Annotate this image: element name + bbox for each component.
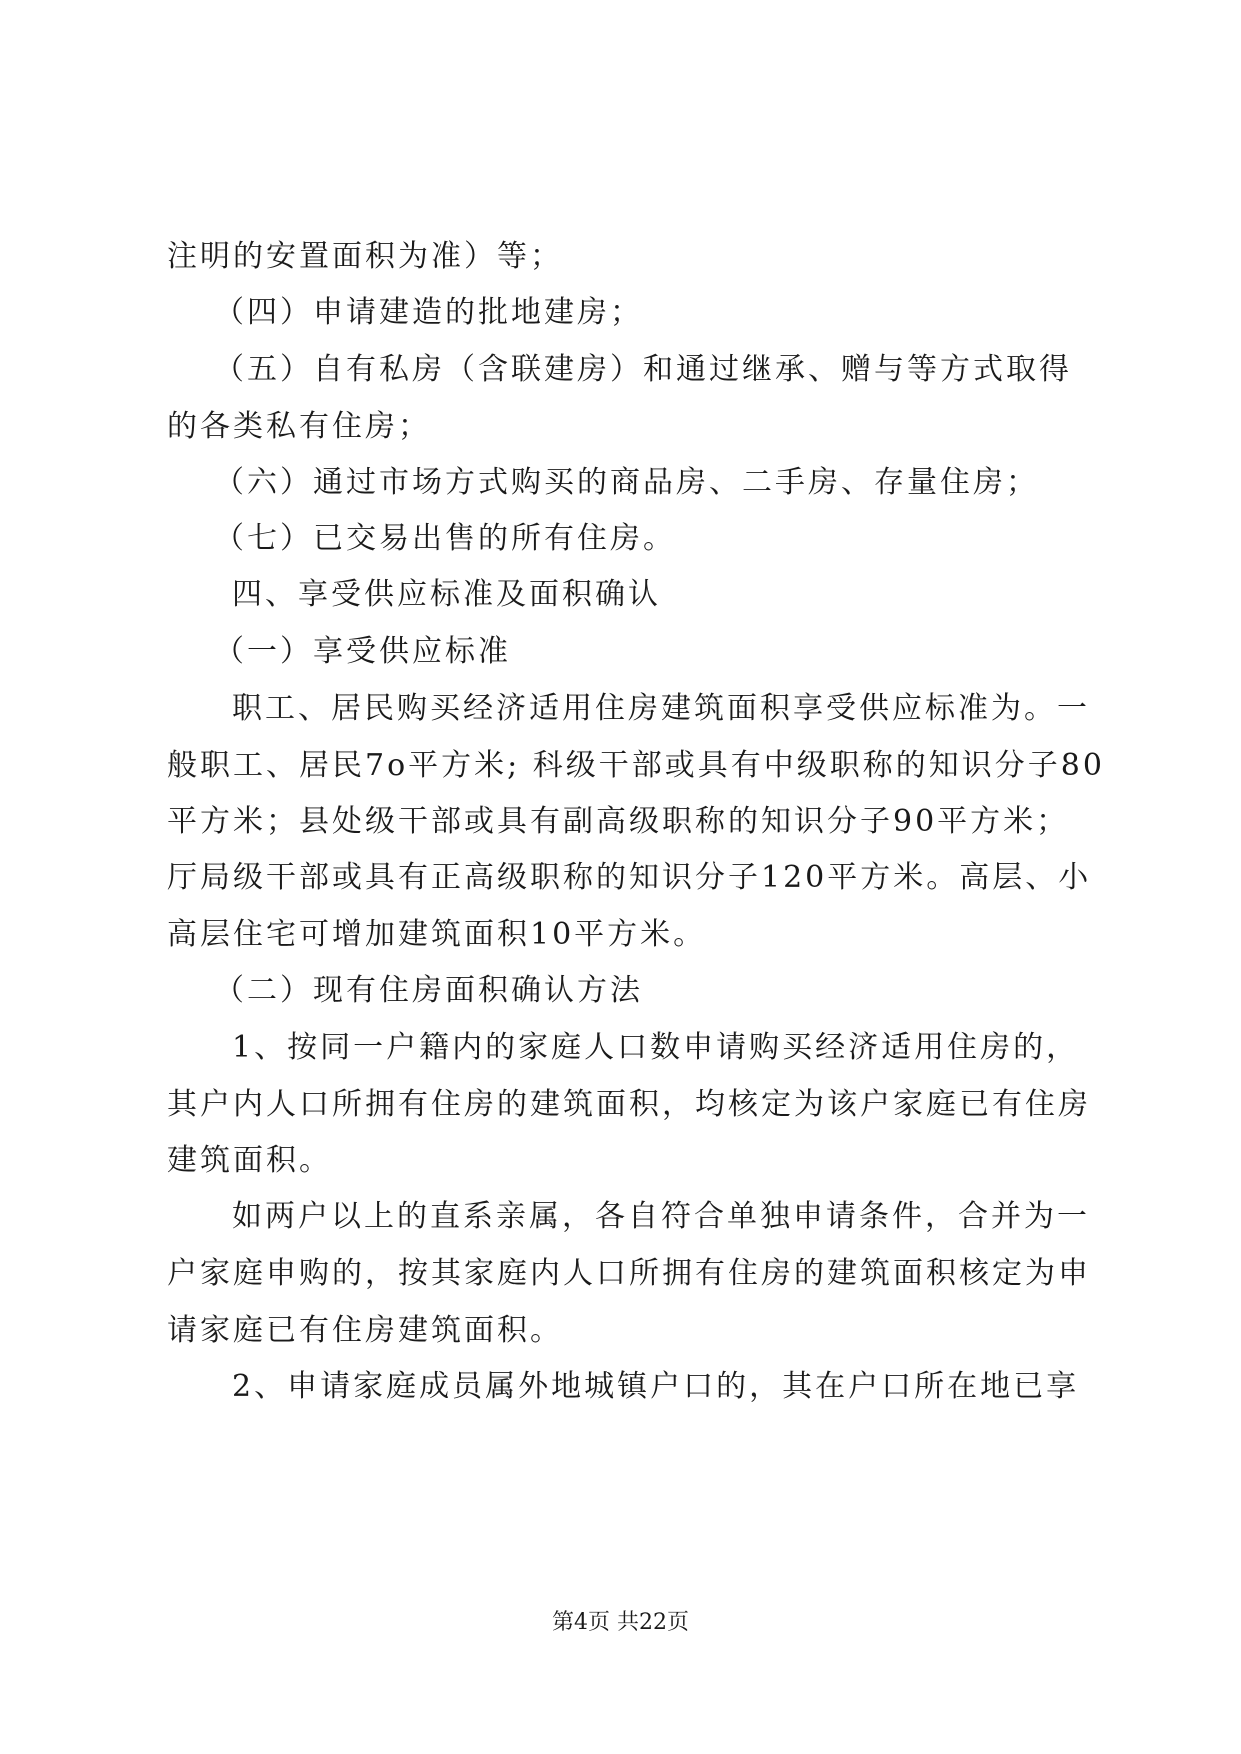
- text-line-3: （五）自有私房（含联建房）和通过继承、赠与等方式取得: [214, 352, 1072, 387]
- text-line-21: 2、申请家庭成员属外地城镇户口的，其在户口所在地已享: [232, 1369, 1080, 1404]
- text-line-20: 请家庭已有住房建筑面积。: [167, 1313, 563, 1348]
- text-line-6: （七）已交易出售的所有住房。: [214, 521, 676, 556]
- text-line-4: 的各类私有住房；: [167, 409, 431, 444]
- text-line-9: 职工、居民购买经济适用住房建筑面积享受供应标准为。一: [232, 691, 1090, 726]
- page-footer: 第4页 共22页: [552, 1610, 689, 1635]
- text-line-16: 其户内人口所拥有住房的建筑面积，均核定为该户家庭已有住房: [167, 1087, 1091, 1122]
- text-line-15: 1、按同一户籍内的家庭人口数申请购买经济适用住房的，: [232, 1030, 1080, 1065]
- text-line-13: 高层住宅可增加建筑面积10平方米。: [167, 917, 707, 952]
- text-line-10: 般职工、居民7o平方米; 科级干部或具有中级职称的知识分子80: [167, 748, 1105, 783]
- subsection-heading-1: （一）享受供应标准: [214, 634, 511, 669]
- subsection-heading-2: （二）现有住房面积确认方法: [214, 973, 643, 1008]
- text-line-12: 厅局级干部或具有正高级职称的知识分子120平方米。高层、小: [167, 860, 1092, 895]
- text-line-2: （四）申请建造的批地建房；: [214, 295, 643, 330]
- text-line-18: 如两户以上的直系亲属，各自符合单独申请条件，合并为一: [232, 1199, 1090, 1234]
- text-line-1: 注明的安置面积为准）等；: [167, 239, 563, 274]
- text-line-17: 建筑面积。: [167, 1143, 332, 1178]
- text-line-19: 户家庭申购的，按其家庭内人口所拥有住房的建筑面积核定为申: [167, 1256, 1091, 1291]
- text-line-11: 平方米；县处级干部或具有副高级职称的知识分子90平方米；: [167, 804, 1070, 839]
- section-heading-4: 四、享受供应标准及面积确认: [232, 577, 661, 612]
- text-line-5: （六）通过市场方式购买的商品房、二手房、存量住房；: [214, 465, 1039, 500]
